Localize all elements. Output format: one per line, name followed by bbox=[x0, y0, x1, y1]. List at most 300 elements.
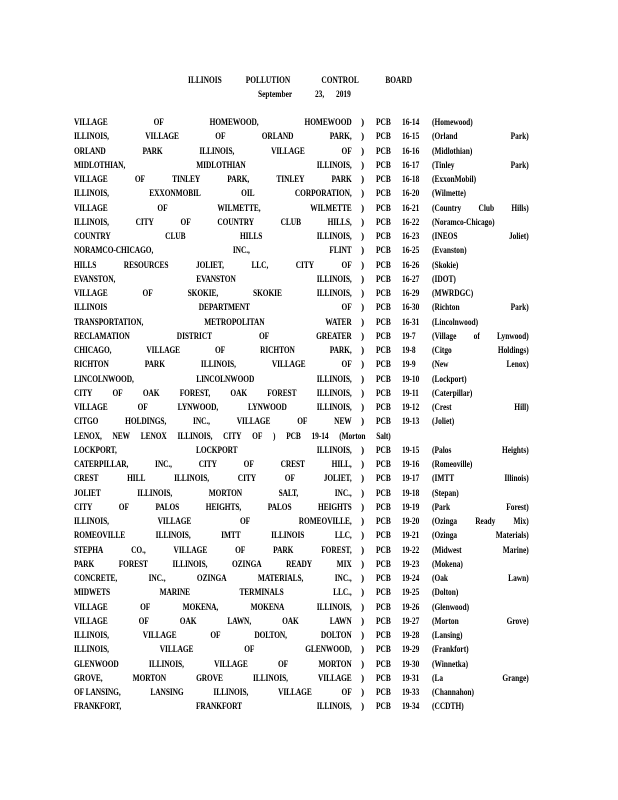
party-word: OF bbox=[180, 217, 191, 228]
party-word: OF LANSING, bbox=[74, 688, 121, 698]
party-word: INC., bbox=[193, 417, 210, 428]
party-names bbox=[74, 674, 352, 684]
party-word: PCB bbox=[286, 431, 301, 442]
location-word: Park) bbox=[510, 132, 529, 143]
party-word: DEPARTMENT bbox=[198, 303, 250, 314]
pcb-label: PCB bbox=[376, 246, 391, 257]
party-word: ILLINOIS, bbox=[74, 645, 109, 656]
party-word: PARK, bbox=[227, 175, 250, 185]
party-word: ILLINOIS, bbox=[316, 232, 352, 242]
party-word: CORPORATION, bbox=[294, 189, 352, 200]
location-word: (Dolton) bbox=[432, 588, 459, 599]
caption-paren: ) bbox=[361, 517, 365, 527]
case-number: 19-16 bbox=[402, 460, 420, 470]
party-word: PARK, bbox=[329, 346, 352, 356]
party-word: ROMEOVILLE, bbox=[298, 517, 352, 527]
party-names bbox=[74, 489, 352, 499]
party-word: VILLAGE bbox=[271, 146, 305, 157]
case-location bbox=[432, 275, 529, 285]
case-location bbox=[432, 218, 529, 228]
case-number: 19-19 bbox=[402, 502, 420, 513]
party-word: OF bbox=[252, 431, 263, 442]
pcb-label: PCB bbox=[376, 232, 391, 242]
case-location bbox=[432, 161, 529, 171]
case-location bbox=[432, 660, 529, 670]
caption-paren: ) bbox=[361, 175, 365, 185]
pcb-label: PCB bbox=[376, 659, 391, 670]
party-names bbox=[74, 517, 352, 527]
party-word: NORAMCO-CHICAGO, bbox=[74, 246, 154, 257]
party-word: CHICAGO, bbox=[74, 346, 112, 356]
party-names bbox=[74, 389, 352, 399]
party-word: EVANSTON bbox=[196, 274, 236, 285]
caption-paren: ) bbox=[361, 688, 365, 698]
case-location bbox=[432, 303, 529, 313]
location-word: Materials) bbox=[495, 531, 529, 542]
party-word: ILLINOIS, bbox=[316, 274, 352, 285]
party-word: GREATER bbox=[316, 331, 352, 342]
caption-row bbox=[0, 289, 618, 303]
location-word: Park) bbox=[510, 303, 529, 314]
caption-row bbox=[0, 375, 618, 389]
case-location bbox=[432, 588, 529, 598]
party-word: OAK bbox=[179, 616, 197, 627]
party-word: WILMETTE, bbox=[217, 203, 261, 214]
pcb-label: PCB bbox=[376, 474, 391, 485]
party-word: INC., bbox=[334, 488, 352, 499]
case-number: 19-29 bbox=[402, 645, 420, 656]
location-word: (Lansing) bbox=[432, 631, 463, 641]
case-number: 19-30 bbox=[402, 659, 420, 670]
party-word: CREST bbox=[74, 474, 99, 485]
case-location bbox=[432, 617, 529, 627]
caption-paren: ) bbox=[361, 118, 365, 128]
party-word: DISTRICT bbox=[176, 331, 213, 342]
location-word: (Homewood) bbox=[432, 118, 473, 128]
party-word: ILLINOIS, bbox=[74, 189, 109, 200]
caption-row bbox=[0, 645, 618, 659]
caption-row bbox=[0, 218, 618, 232]
caption-paren: ) bbox=[361, 531, 365, 542]
party-word: ILLINOIS, bbox=[200, 360, 236, 371]
case-number: 19-31 bbox=[402, 673, 420, 684]
party-word: ILLINOIS, bbox=[74, 132, 109, 143]
location-word: (Evanston) bbox=[432, 246, 467, 257]
party-word: ILLINOIS bbox=[74, 303, 108, 314]
case-location bbox=[432, 175, 529, 185]
party-word: VILLAGE bbox=[74, 118, 108, 128]
party-word: INC., bbox=[232, 246, 250, 257]
party-word: ILLINOIS, bbox=[74, 517, 109, 527]
party-word: CITGO bbox=[74, 417, 99, 428]
party-word: OF bbox=[112, 388, 123, 399]
case-location bbox=[432, 246, 529, 256]
pcb-label: PCB bbox=[376, 702, 391, 713]
case-location bbox=[432, 645, 529, 655]
document-date bbox=[258, 90, 352, 102]
party-word: NEW bbox=[112, 431, 130, 442]
party-word: CITY bbox=[198, 460, 217, 470]
location-word: Hill) bbox=[514, 403, 529, 413]
caption-paren: ) bbox=[361, 317, 365, 328]
case-number: 16-21 bbox=[402, 203, 420, 214]
party-word: OAK bbox=[142, 388, 160, 399]
party-word: MIDLOTHIAN, bbox=[74, 160, 126, 171]
party-word: VILLAGE bbox=[74, 616, 108, 627]
location-word: Lawn) bbox=[508, 574, 529, 584]
location-word: (Crest bbox=[432, 403, 452, 413]
case-number: 19-34 bbox=[402, 702, 420, 713]
caption-paren: ) bbox=[361, 331, 365, 342]
case-location bbox=[432, 389, 529, 399]
party-word: HILL bbox=[127, 474, 146, 485]
party-word: HOLDINGS, bbox=[125, 417, 167, 428]
party-word: ORLAND bbox=[261, 132, 294, 143]
case-location bbox=[432, 489, 529, 499]
party-word: CITY bbox=[237, 474, 257, 485]
pcb-label: PCB bbox=[376, 460, 391, 470]
pcb-label: PCB bbox=[376, 616, 391, 627]
party-word: CITY bbox=[74, 502, 93, 513]
caption-paren: ) bbox=[361, 445, 365, 456]
location-word: (Glenwood) bbox=[432, 602, 470, 613]
location-word: (Lincolnwood) bbox=[432, 317, 479, 328]
party-word: LYNWOOD bbox=[248, 403, 287, 413]
case-number: 16-31 bbox=[402, 317, 420, 328]
party-word: ILLINOIS, bbox=[316, 445, 352, 456]
party-word: METROPOLITAN bbox=[204, 317, 265, 328]
location-word: (Morton bbox=[432, 616, 459, 627]
party-word: TRANSPORTATION, bbox=[74, 317, 144, 328]
party-word: CONCRETE, bbox=[74, 574, 118, 584]
pcb-label: PCB bbox=[376, 574, 391, 584]
party-names bbox=[74, 118, 352, 128]
case-location bbox=[432, 574, 529, 584]
pcb-label: PCB bbox=[376, 118, 391, 128]
party-word: EXXONMOBIL bbox=[149, 189, 201, 200]
case-number: 19-8 bbox=[402, 346, 416, 356]
party-word: ILLINOIS, bbox=[252, 673, 288, 684]
party-names bbox=[74, 375, 352, 385]
party-word: ILLINOIS, bbox=[316, 602, 352, 613]
party-word: RICHTON bbox=[74, 360, 109, 371]
caption-paren: ) bbox=[361, 702, 365, 713]
party-names bbox=[74, 560, 352, 570]
party-word: OZINGA bbox=[231, 559, 262, 570]
caption-paren: ) bbox=[361, 588, 365, 599]
location-word: (IMTT bbox=[432, 474, 455, 485]
party-word: FRANKFORT bbox=[195, 702, 242, 713]
caption-paren: ) bbox=[361, 388, 365, 399]
party-word: CO., bbox=[131, 545, 146, 556]
party-names bbox=[74, 332, 352, 342]
location-word: Ready bbox=[475, 517, 496, 527]
party-word: LLC, bbox=[334, 531, 352, 542]
party-word: OF bbox=[243, 460, 254, 470]
case-location bbox=[432, 204, 529, 214]
case-location bbox=[432, 375, 529, 385]
caption-row bbox=[0, 603, 618, 617]
location-word: (Mokena) bbox=[432, 559, 463, 570]
caption-paren: ) bbox=[361, 559, 365, 570]
party-names bbox=[74, 346, 352, 356]
location-word: (MWRDGC) bbox=[432, 289, 474, 299]
caption-row bbox=[0, 446, 618, 460]
date-word: 2019 bbox=[336, 90, 351, 100]
caption-paren: ) bbox=[361, 474, 365, 485]
party-word: ILLINOIS bbox=[271, 531, 305, 542]
party-word: LENOX, bbox=[74, 431, 102, 442]
party-word: OF bbox=[341, 688, 352, 698]
party-word: VILLAGE bbox=[214, 659, 248, 670]
party-word: MATERIALS, bbox=[257, 574, 304, 584]
pcb-label: PCB bbox=[376, 360, 391, 371]
board-title bbox=[188, 76, 413, 88]
caption-paren: ) bbox=[361, 303, 365, 314]
caption-paren: ) bbox=[361, 360, 365, 371]
location-word: (Romeoville) bbox=[432, 460, 473, 470]
party-word: VILLAGE bbox=[236, 417, 271, 428]
location-word: (CCDTH) bbox=[432, 702, 464, 713]
party-names bbox=[74, 474, 352, 484]
party-word: CITY bbox=[223, 431, 242, 442]
case-location bbox=[432, 403, 529, 413]
caption-row bbox=[0, 574, 618, 588]
party-word: VILLAGE bbox=[145, 132, 179, 143]
location-word: (Stepan) bbox=[432, 488, 459, 499]
party-word: OF bbox=[138, 616, 149, 627]
party-word: WATER bbox=[325, 317, 352, 328]
case-location bbox=[432, 460, 529, 470]
party-word: LAWN, bbox=[227, 616, 252, 627]
case-number: 16-29 bbox=[402, 289, 420, 299]
party-word: COUNTRY bbox=[74, 232, 111, 242]
caption-row bbox=[0, 688, 618, 702]
case-number: 16-20 bbox=[402, 189, 420, 200]
party-word: PARK bbox=[74, 559, 95, 570]
party-word: ILLINOIS, bbox=[174, 474, 210, 485]
case-number: 16-27 bbox=[402, 274, 420, 285]
party-word: COUNTRY bbox=[217, 217, 254, 228]
case-location bbox=[432, 289, 529, 299]
location-word: (Midwest bbox=[432, 545, 462, 556]
caption-paren: ) bbox=[361, 460, 365, 470]
caption-row bbox=[0, 389, 618, 403]
party-word: OF bbox=[244, 645, 255, 656]
party-word: STEPHA bbox=[74, 545, 104, 556]
party-word: IMTT bbox=[221, 531, 241, 542]
case-location bbox=[432, 360, 529, 370]
caption-row bbox=[0, 261, 618, 275]
caption-row bbox=[0, 360, 618, 374]
caption-row bbox=[0, 702, 618, 716]
party-word: ILLINOIS, bbox=[316, 160, 352, 171]
title-word: ILLINOIS bbox=[188, 76, 222, 86]
party-word: TINLEY bbox=[276, 175, 305, 185]
case-number: 19-25 bbox=[402, 588, 420, 599]
party-word: CLUB bbox=[280, 217, 301, 228]
caption-paren: ) bbox=[361, 631, 365, 641]
party-word: TINLEY bbox=[172, 175, 201, 185]
party-word: LINCOLNWOOD, bbox=[74, 374, 134, 385]
pcb-label: PCB bbox=[376, 260, 391, 271]
party-word: WILMETTE bbox=[310, 203, 352, 214]
case-number: 19-22 bbox=[402, 545, 420, 556]
caption-paren: ) bbox=[361, 260, 365, 271]
party-word: CITY bbox=[135, 217, 154, 228]
party-word: MIDWETS bbox=[74, 588, 111, 599]
caption-paren: ) bbox=[361, 545, 365, 556]
location-word: (Caterpillar) bbox=[432, 388, 473, 399]
party-names bbox=[74, 588, 352, 598]
party-names bbox=[74, 147, 352, 157]
party-word: ILLINOIS, bbox=[316, 289, 352, 299]
party-word: LAWN bbox=[329, 616, 352, 627]
case-number: 19-9 bbox=[402, 360, 416, 371]
party-word: PARK bbox=[142, 146, 163, 157]
case-location bbox=[432, 417, 529, 427]
caption-row bbox=[0, 546, 618, 560]
location-word: Lenox) bbox=[506, 360, 529, 371]
party-names bbox=[74, 218, 352, 228]
pcb-label: PCB bbox=[376, 417, 391, 428]
location-word: Holdings) bbox=[497, 346, 529, 356]
case-number: 16-18 bbox=[402, 175, 420, 185]
party-word: HILLS, bbox=[327, 217, 352, 228]
location-word: (Frankfort) bbox=[432, 645, 469, 656]
party-word: ILLINOIS, bbox=[177, 431, 213, 442]
location-word: (Joliet) bbox=[432, 417, 455, 428]
party-word: NEW bbox=[334, 417, 352, 428]
party-word: OZINGA bbox=[196, 574, 227, 584]
date-word: 23, bbox=[314, 90, 325, 100]
location-word: (Channahon) bbox=[432, 688, 475, 698]
party-word: MORTON bbox=[208, 488, 243, 499]
party-word: MORTON bbox=[132, 673, 166, 684]
location-word: (Ozinga bbox=[432, 531, 458, 542]
case-location bbox=[432, 503, 529, 513]
party-word: ILLINOIS, bbox=[316, 374, 352, 385]
case-number: 19-33 bbox=[402, 688, 420, 698]
party-names bbox=[74, 702, 352, 712]
location-word: Heights) bbox=[501, 445, 529, 456]
case-location bbox=[432, 332, 529, 342]
party-word: VILLAGE bbox=[74, 602, 108, 613]
location-word: (Village bbox=[432, 331, 457, 342]
caption-row bbox=[0, 275, 618, 289]
pcb-label: PCB bbox=[376, 559, 391, 570]
party-word: SKOKIE, bbox=[187, 289, 219, 299]
case-location bbox=[432, 631, 529, 641]
caption-paren: ) bbox=[361, 274, 365, 285]
location-word: Joliet) bbox=[508, 232, 529, 242]
location-word: (Country bbox=[432, 203, 462, 214]
case-number: 16-22 bbox=[402, 217, 420, 228]
party-word: MIX bbox=[336, 559, 352, 570]
case-location bbox=[432, 688, 529, 698]
party-word: GROVE bbox=[196, 673, 223, 684]
party-word: OF bbox=[239, 517, 251, 527]
party-word: MOKENA bbox=[250, 602, 285, 613]
location-word: (La bbox=[432, 673, 444, 684]
case-number: 19-7 bbox=[402, 331, 416, 342]
party-word: JOLIET, bbox=[323, 474, 352, 485]
party-word: VILLAGE bbox=[278, 688, 312, 698]
party-names bbox=[74, 603, 352, 613]
caption-row bbox=[0, 204, 618, 218]
case-location bbox=[432, 189, 529, 199]
caption-row bbox=[0, 246, 618, 260]
caption-row bbox=[0, 189, 618, 203]
pcb-label: PCB bbox=[376, 602, 391, 613]
case-location bbox=[432, 674, 529, 684]
party-word: OF bbox=[142, 289, 153, 299]
party-word: ILLINOIS, bbox=[172, 559, 208, 570]
party-word: ILLINOIS, bbox=[316, 388, 352, 399]
case-number: 16-16 bbox=[402, 146, 420, 157]
caption-row bbox=[0, 588, 618, 602]
party-word: LANSING bbox=[150, 688, 184, 698]
party-word: FLINT bbox=[329, 246, 352, 257]
pcb-label: PCB bbox=[376, 631, 391, 641]
party-word: FRANKFORT, bbox=[74, 702, 122, 713]
party-word: VILLAGE bbox=[146, 346, 181, 356]
party-word: OIL bbox=[241, 189, 255, 200]
party-word: (Morton bbox=[339, 431, 366, 442]
party-word: OF bbox=[341, 260, 352, 271]
party-names bbox=[74, 232, 352, 242]
case-number: 19-20 bbox=[402, 517, 420, 527]
case-location bbox=[432, 346, 529, 356]
caption-paren: ) bbox=[361, 217, 365, 228]
party-word: GLENWOOD bbox=[74, 659, 119, 670]
party-names bbox=[74, 360, 352, 370]
location-word: Forest) bbox=[506, 502, 529, 513]
case-location bbox=[432, 603, 529, 613]
location-word: Marine) bbox=[502, 545, 529, 556]
caption-row bbox=[0, 175, 618, 189]
caption-paren: ) bbox=[361, 502, 365, 513]
location-word: Illinois) bbox=[504, 474, 529, 485]
party-word: OAK bbox=[282, 616, 299, 627]
party-names bbox=[74, 660, 352, 670]
pcb-label: PCB bbox=[376, 203, 391, 214]
pcb-label: PCB bbox=[376, 274, 391, 285]
caption-row bbox=[0, 132, 618, 146]
caption-paren: ) bbox=[361, 488, 365, 499]
party-word: ILLINOIS, bbox=[316, 702, 352, 713]
pcb-label: PCB bbox=[376, 517, 391, 527]
party-word: JOLIET, bbox=[195, 260, 224, 271]
case-location bbox=[432, 232, 529, 242]
party-word: ) bbox=[273, 431, 276, 442]
party-word: DOLTON bbox=[320, 631, 352, 641]
location-word: (Palos bbox=[432, 445, 452, 456]
party-word: HEIGHTS, bbox=[205, 502, 242, 513]
date-word: September bbox=[258, 90, 293, 100]
caption-row bbox=[0, 118, 618, 132]
party-names bbox=[74, 132, 352, 142]
location-word: Grange) bbox=[502, 673, 529, 684]
location-word: (Oak bbox=[432, 574, 449, 584]
party-word: FOREST, bbox=[321, 545, 352, 556]
party-word: Salt) bbox=[376, 431, 391, 442]
caption-row bbox=[0, 489, 618, 503]
party-names bbox=[74, 432, 391, 442]
location-word: (INEOS bbox=[432, 232, 458, 242]
case-number: 19-17 bbox=[402, 474, 420, 485]
caption-paren: ) bbox=[361, 132, 365, 143]
